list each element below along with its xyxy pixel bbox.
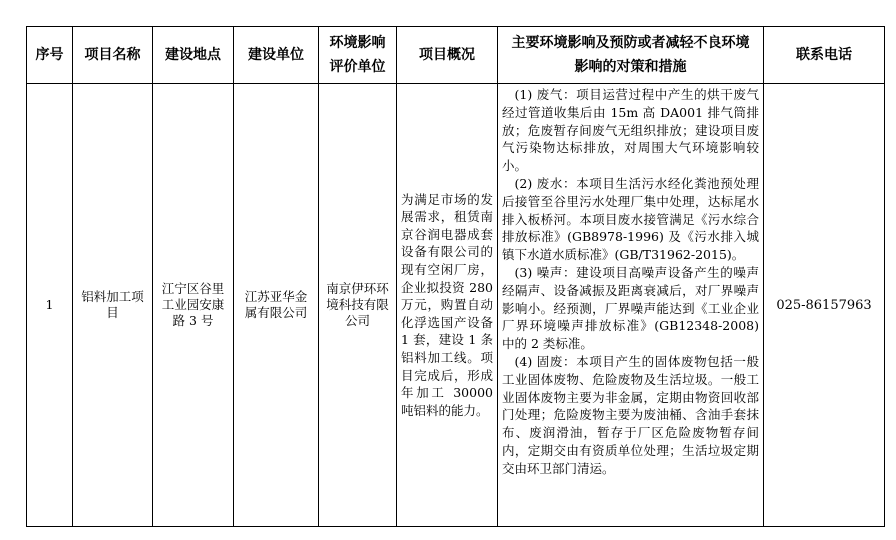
header-measures: 主要环境影响及预防或者减轻不良环境影响的对策和措施 xyxy=(498,27,764,84)
table-row xyxy=(27,84,885,527)
cell-measures xyxy=(498,84,764,527)
header-location: 建设地点 xyxy=(153,27,234,84)
measure-waste-water: (2) 废水：本项目生活污水经化粪池预处理后接管至谷里污水处理厂集中处理，达标尾水排入板桥河。本项目废水接管满足《污水综合排放标准》(GB8978-1996) 及《污水排入城镇下水道水质标准》(GB/T31962-2015)。 xyxy=(502,175,759,263)
cell-overview: 为满足市场的发展需求，租赁南京谷润电器成套设备有限公司的现有空闲厂房，企业拟投资 280 万元，购置自动化浮选国产设备 1 套，建设 1 条铝料加工线。项目完成后，形成年加工 30000 吨铝料的能力。 xyxy=(397,84,498,527)
header-builder: 建设单位 xyxy=(234,27,319,84)
cell-index: 1 xyxy=(27,84,73,527)
cell-builder: 江苏亚华金属有限公司 xyxy=(234,84,319,527)
cell-eia-unit: 南京伊环环境科技有限公司 xyxy=(319,84,397,527)
cell-project-name: 铝料加工项目 xyxy=(73,84,153,527)
header-index: 序号 xyxy=(27,27,73,84)
project-table xyxy=(26,26,885,527)
header-overview: 项目概况 xyxy=(397,27,498,84)
header-project-name: 项目名称 xyxy=(73,27,153,84)
measure-noise: (3) 噪声：建设项目高噪声设备产生的噪声经隔声、设备减振及距离衰减后，对厂界噪声影响小。经预测，厂界噪声能达到《工业企业厂界环境噪声排放标准》(GB12348-2008) 中的 2 类标准。 xyxy=(502,264,759,352)
header-eia-unit: 环境影响评价单位 xyxy=(319,27,397,84)
cell-phone: 025-86157963 xyxy=(764,84,885,527)
measure-solid-waste: (4) 固废：本项目产生的固体废物包括一般工业固体废物、危险废物及生活垃圾。一般工业固体废物主要为非金属，定期由物资回收部门处理；危险废物主要为废油桶、含油手套抹布、废润滑油，暂存于厂区危险废物暂存间内，定期交由有资质单位处理；生活垃圾定期交由环卫部门清运。 xyxy=(502,353,759,476)
header-phone: 联系电话 xyxy=(764,27,885,84)
cell-location: 江宁区谷里工业园安康路 3 号 xyxy=(153,84,234,527)
measure-waste-gas: (1) 废气：项目运营过程中产生的烘干废气经过管道收集后由 15m 高 DA001 排气筒排放；危废暂存间废气无组织排放；建设项目废气污染物达标排放，对周围大气环境影响较小。 xyxy=(502,87,759,174)
header-row xyxy=(27,27,885,84)
